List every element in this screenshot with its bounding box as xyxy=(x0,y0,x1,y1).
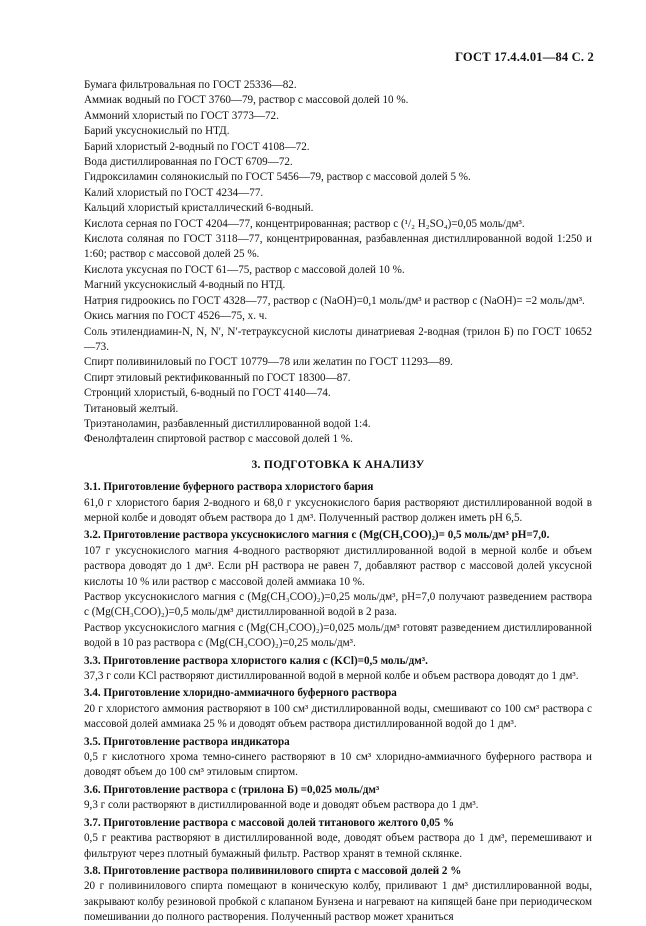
list-item: Кислота соляная по ГОСТ 3118—77, концентрированная, разбавленная дистиллированной водой 1:250 и 1:60; раствор с массовой долей 25 %. xyxy=(84,233,592,261)
list-item: Бумага фильтровальная по ГОСТ 25336—82. xyxy=(84,79,297,91)
reagent-list xyxy=(84,78,592,448)
subsection-3-2-text: Раствор уксуснокислого магния с (Mg(CH₃COO)₂)=0,25 моль/дм³, pH=7,0 получают разведением раствора с (Mg(CH₃COO)₂)=0,5 моль/дм³ дистиллированной водой в 2 раза. xyxy=(84,591,592,619)
subsection-3-5-title: 3.5. Приготовление раствора индикатора xyxy=(84,735,290,748)
list-item: Аммиак водный по ГОСТ 3760—79, раствор с массовой долей 10 %. xyxy=(84,94,409,107)
list-item: Гидроксиламин солянокислый по ГОСТ 5456—79, раствор с массовой долей 5 %. xyxy=(84,171,471,184)
list-item: Титановый желтый. xyxy=(84,402,179,415)
list-item: Кальций хлористый кристаллический 6-водный. xyxy=(84,202,314,215)
subsection-3-8-text: 20 г поливинилового спирта помещают в коническую колбу, приливают 1 дм³ дистиллированной воды, закрывают колбу резиновой пробкой с клапаном Бунзена и нагревают на кипящей бане при периодическом помешивании до полного растворения. Полученный раствор может храниться xyxy=(84,880,592,924)
subsection-3-8-title: 3.8. Приготовление раствора поливинилового спирта с массовой долей 2 % xyxy=(84,864,462,877)
page-header: ГОСТ 17.4.4.01—84 С. 2 xyxy=(455,50,594,64)
subsection-3-7-text: 0,5 г реактива растворяют в дистиллированной воде, доводят объем раствора до 1 дм³, перемешивают и фильтруют через плотный бумажный фильтр. Раствор хранят в темной склянке. xyxy=(84,832,592,860)
subsection-3-5-text: 0,5 г кислотного хрома темно-синего растворяют в 10 см³ хлоридно-аммиачного буферного раствора и доводят объем до 100 см³ этиловым спиртом. xyxy=(84,751,592,779)
list-item: Натрия гидроокись по ГОСТ 4328—77, раствор с (NaOH)=0,1 моль/дм³ и раствор с (NaOH)= =2 моль/дм³. xyxy=(84,294,585,307)
list-item: Окись магния по ГОСТ 4526—75, х. ч. xyxy=(84,310,268,323)
list-item: Калий хлористый по ГОСТ 4234—77. xyxy=(84,186,264,199)
list-item: Триэтаноламин, разбавленный дистиллированной водой 1:4. xyxy=(84,417,371,430)
list-item: Аммоний хлористый по ГОСТ 3773—72. xyxy=(84,109,279,122)
subsection-3-6-text: 9,3 г соли растворяют в дистиллированной воде и доводят объем раствора до 1 дм³. xyxy=(84,799,479,812)
subsection-3-2-text: 107 г уксуснокислого магния 4-водного растворяют дистиллированной водой в мерной колбе и объем раствора доводят до 1 дм³. Если pH раствора не равен 7, добавляют раствор с массовой долей уксусной кислоты 10 % или раствор с массовой долей аммиака 10 %. xyxy=(84,544,592,588)
subsection-3-2-text: Раствор уксуснокислого магния с (Mg(CH₃COO)₂)=0,025 моль/дм³ готовят разведением дистиллированной водой в 10 раз раствора с (Mg(CH₃COO)₂)=0,25 моль/дм³. xyxy=(84,621,592,650)
list-item: Кислота серная по ГОСТ 4204—77, концентрированная; раствор с (¹/₂ H₂SO₄)=0,05 моль/дм³. xyxy=(84,217,525,230)
list-item: Магний уксуснокислый 4-водный по НТД. xyxy=(84,279,286,292)
section-title: 3. ПОДГОТОВКА К АНАЛИЗУ xyxy=(251,457,425,471)
subsection-3-1-text: 61,0 г хлористого бария 2-водного и 68,0 г уксуснокислого бария растворяют дистиллированной водой в мерной колбе и доводят объем раствора до 1 дм³. Полученный раствор должен иметь pH 6,5. xyxy=(84,496,592,524)
subsection-3-3-text: 37,3 г соли KCl растворяют дистиллированной водой в мерной колбе и объем раствора доводят до 1 дм³. xyxy=(84,670,579,683)
subsection-3-6-title: 3.6. Приготовление раствора с (трилона Б) =0,025 моль/дм³ xyxy=(84,783,380,796)
subsection-3-4-title: 3.4. Приготовление хлоридно-аммиачного буферного раствора xyxy=(84,687,397,700)
list-item: Спирт этиловый ректификованный по ГОСТ 18300—87. xyxy=(84,371,351,384)
subsection-3-1-title: 3.1. Приготовление буферного раствора хлористого бария xyxy=(84,481,374,494)
list-item: Спирт поливиниловый по ГОСТ 10779—78 или желатин по ГОСТ 11293—89. xyxy=(84,356,453,369)
list-item: Барий хлористый 2-водный по ГОСТ 4108—72. xyxy=(84,140,310,153)
list-item: Вода дистиллированная по ГОСТ 6709—72. xyxy=(84,156,293,169)
subsection-3-4-text: 20 г хлористого аммония растворяют в 100 см³ дистиллированной воды, смешивают со 100 см³ раствора с массовой долей аммиака 25 % и доводят объем раствора дистиллированной водой до 1 дм³. xyxy=(84,702,592,731)
list-item: Соль этилендиамин-N, N, N′, N′-тетрауксусной кислоты динатриевая 2-водная (трилон Б) по ГОСТ 10652—73. xyxy=(84,325,592,353)
document-body xyxy=(84,78,592,926)
list-item: Барий уксуснокислый по НТД. xyxy=(84,125,230,138)
list-item: Фенолфталеин спиртовой раствор с массовой долей 1 %. xyxy=(84,433,353,446)
list-item: Стронций хлористый, 6-водный по ГОСТ 4140—74. xyxy=(84,387,331,400)
subsection-3-7-title: 3.7. Приготовление раствора с массовой долей титанового желтого 0,05 % xyxy=(84,816,455,829)
subsection-3-2-title: 3.2. Приготовление раствора уксуснокислого магния с (Mg(CH₃COO)₂)= 0,5 моль/дм³ pH=7,0. xyxy=(84,529,550,542)
subsection-3-3-title: 3.3. Приготовление раствора хлористого калия с (KCl)=0,5 моль/дм³. xyxy=(84,654,428,667)
list-item: Кислота уксусная по ГОСТ 61—75, раствор с массовой долей 10 %. xyxy=(84,263,405,276)
